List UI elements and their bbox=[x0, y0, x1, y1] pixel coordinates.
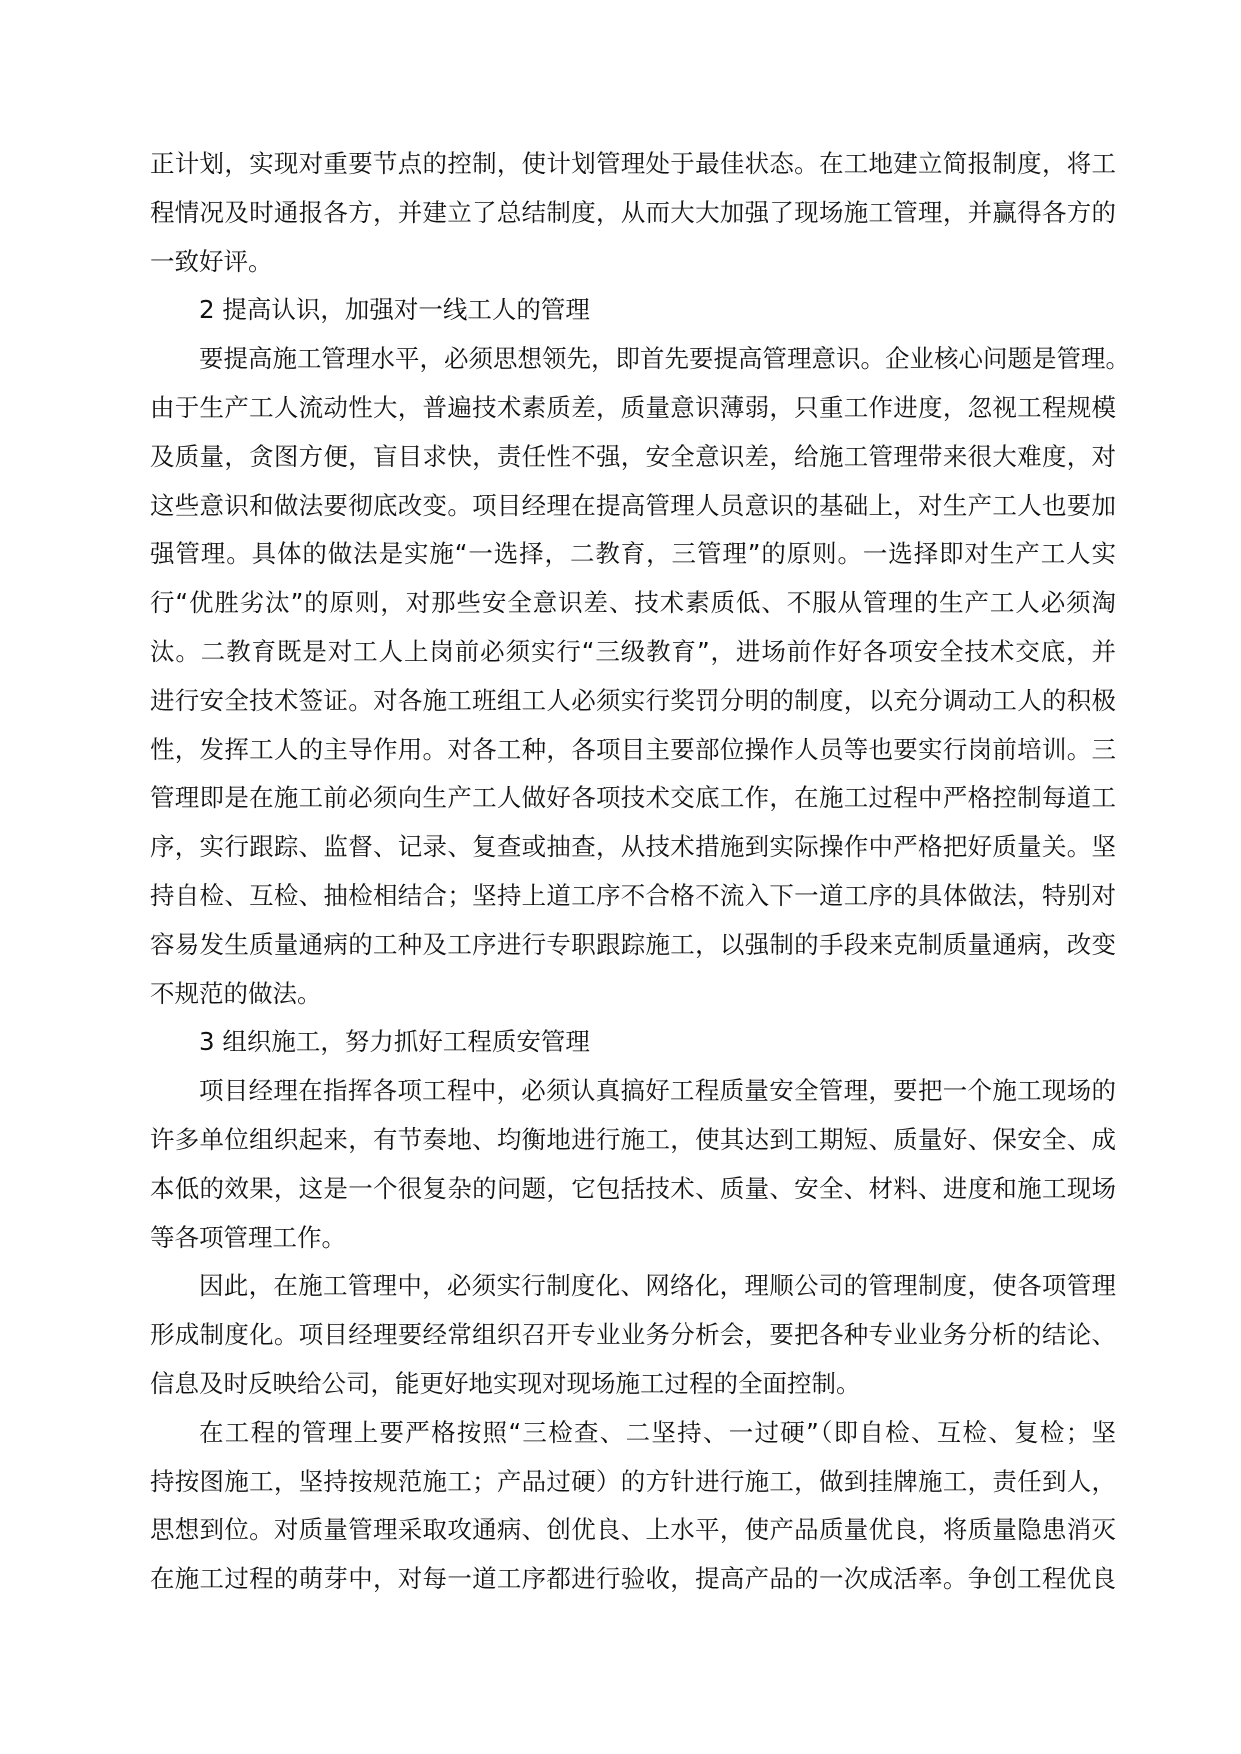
text-line: 持按图施工，坚持按规范施工；产品过硬）的方针进行施工，做到挂牌施工，责任到人， bbox=[150, 1466, 1116, 1496]
text-line: 不规范的做法。 bbox=[150, 978, 322, 1008]
paragraph-body bbox=[150, 1262, 1116, 1408]
text-line: 持自检、互检、抽检相结合；坚持上道工序不合格不流入下一道工序的具体做法，特别对 bbox=[150, 880, 1116, 910]
text-line: 容易发生质量通病的工种及工序进行专职跟踪施工，以强制的手段来克制质量通病，改变 bbox=[150, 929, 1116, 959]
section-heading-2 bbox=[150, 286, 1116, 335]
text-line: 要提高施工管理水平，必须思想领先，即首先要提高管理意识。企业核心问题是管理。 bbox=[199, 344, 1130, 374]
text-line: 一致好评。 bbox=[150, 246, 273, 276]
text-line: 正计划，实现对重要节点的控制，使计划管理处于最佳状态。在工地建立简报制度，将工 bbox=[150, 149, 1116, 178]
text-line: 形成制度化。项目经理要经常组织召开专业业务分析会，要把各种专业业务分析的结论、 bbox=[150, 1320, 1116, 1350]
text-line: 这些意识和做法要彻底改变。项目经理在提高管理人员意识的基础上，对生产工人也要加 bbox=[150, 490, 1116, 520]
text-line: 本低的效果，这是一个很复杂的问题，它包括技术、质量、安全、材料、进度和施工现场 bbox=[150, 1173, 1116, 1203]
text-line: 在施工过程的萌芽中，对每一道工序都进行验收，提高产品的一次成活率。争创工程优良 bbox=[150, 1564, 1116, 1594]
text-line: 序，实行跟踪、监督、记录、复查或抽查，从技术措施到实际操作中严格把好质量关。坚 bbox=[150, 832, 1116, 862]
text-line: 因此，在施工管理中，必须实行制度化、网络化，理顺公司的管理制度，使各项管理 bbox=[199, 1271, 1116, 1301]
text-line: 管理即是在施工前必须向生产工人做好各项技术交底工作，在施工过程中严格控制每道工 bbox=[150, 783, 1116, 813]
text-line: 思想到位。对质量管理采取攻通病、创优良、上水平，使产品质量优良，将质量隐患消灭 bbox=[150, 1515, 1116, 1545]
text-line: 信息及时反映给公司，能更好地实现对现场施工过程的全面控制。 bbox=[150, 1368, 861, 1398]
text-line: 在工程的管理上要严格按照“三检查、二坚持、一过硬”（即自检、互检、复检；坚 bbox=[199, 1417, 1116, 1447]
heading-text: 2 提高认识，加强对一线工人的管理 bbox=[199, 295, 590, 325]
text-line: 性，发挥工人的主导作用。对各工种，各项目主要部位操作人员等也要实行岗前培训。三 bbox=[150, 734, 1116, 764]
paragraph-body bbox=[150, 1409, 1116, 1604]
document-body bbox=[150, 140, 1130, 1604]
text-line: 由于生产工人流动性大，普遍技术素质差，质量意识薄弱，只重工作进度，忽视工程规模 bbox=[150, 392, 1116, 422]
paragraph-body bbox=[150, 335, 1130, 1018]
text-line: 等各项管理工作。 bbox=[150, 1222, 346, 1252]
paragraph-body bbox=[150, 1067, 1116, 1262]
text-line: 项目经理在指挥各项工程中，必须认真搞好工程质量安全管理，要把一个施工现场的 bbox=[199, 1076, 1116, 1106]
text-line: 行“优胜劣汰”的原则，对那些安全意识差、技术素质低、不服从管理的生产工人必须淘 bbox=[150, 588, 1116, 618]
section-heading-3 bbox=[150, 1018, 1116, 1067]
text-line: 许多单位组织起来，有节奏地、均衡地进行施工，使其达到工期短、质量好、保安全、成 bbox=[150, 1124, 1116, 1154]
text-line: 强管理。具体的做法是实施“一选择，二教育，三管理”的原则。一选择即对生产工人实 bbox=[150, 539, 1116, 569]
text-line: 程情况及时通报各方，并建立了总结制度，从而大大加强了现场施工管理，并赢得各方的 bbox=[150, 197, 1116, 227]
text-line: 进行安全技术签证。对各施工班组工人必须实行奖罚分明的制度，以充分调动工人的积极 bbox=[150, 685, 1116, 715]
text-line: 及质量，贪图方便，盲目求快，责任性不强，安全意识差，给施工管理带来很大难度，对 bbox=[150, 441, 1116, 471]
text-line: 汰。二教育既是对工人上岗前必须实行“三级教育”，进场前作好各项安全技术交底，并 bbox=[150, 636, 1116, 666]
heading-text: 3 组织施工，努力抓好工程质安管理 bbox=[199, 1027, 590, 1057]
paragraph-continuation bbox=[150, 140, 1116, 286]
